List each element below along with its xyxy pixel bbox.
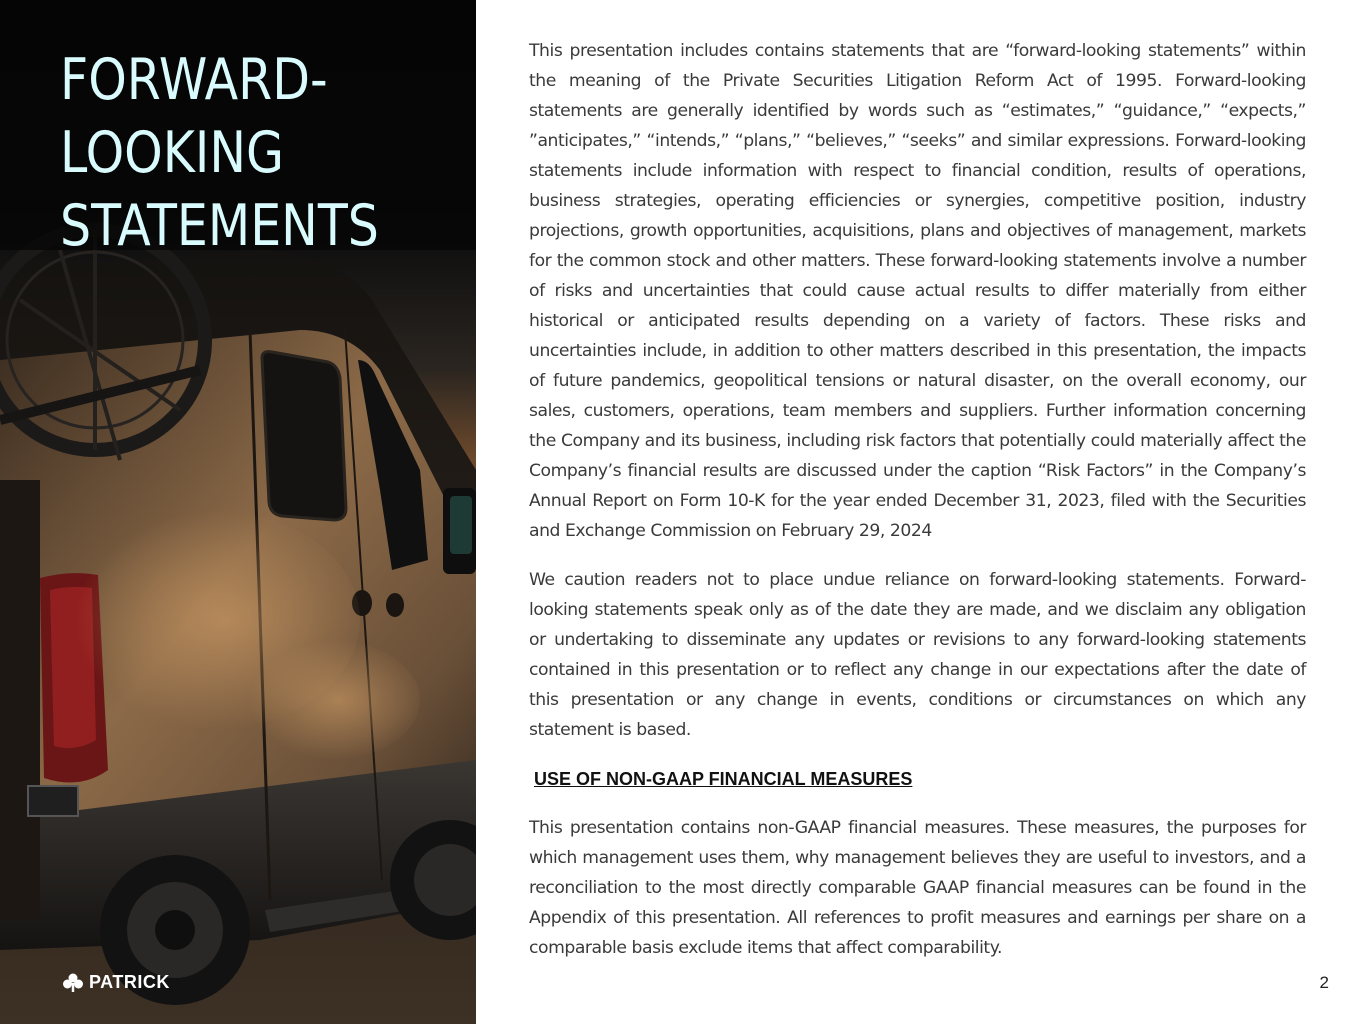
disclaimer-content bbox=[529, 36, 1306, 982]
non-gaap-heading: USE OF NON-GAAP FINANCIAL MEASURES bbox=[534, 769, 913, 789]
logo-text: PATRICK bbox=[89, 972, 170, 992]
title-line-3: STATEMENTS bbox=[60, 193, 379, 259]
caution-paragraph: We caution readers not to place undue reliance on forward-looking statements. Forward-looking statements speak only as of the date they are made, and we disclaim any obligation or undertaking to disseminate any updates or revisions to any forward-looking statements contained in this presentation or to reflect any change in our expectations after the date of this presentation or any change in events, conditions or circumstances on which any statement is based. bbox=[529, 570, 1306, 740]
forward-looking-paragraph: This presentation includes contains statements that are “forward-looking statements” within the meaning of the Private Securities Litigation Reform Act of 1995. Forward-looking statements are generally identified by words such as “estimates,” “guidance,” “expects,” ”anticipates,” “intends,” “plans,” “believes,” “seeks” and similar expressions. Forward-looking statements include information with respect to financial condition, results of operations, business strategies, operating efficiencies or synergies, competitive position, industry projections, growth opportunities, acquisitions, plans and objectives of management, markets for the common stock and other matters. These forward-looking statements involve a number of risks and uncertainties that could cause actual results to differ materially from either historical or anticipated results depending on a variety of factors. These risks and uncertainties include, in addition to other matters described in this presentation, the impacts of future pandemics, geopolitical tensions or natural disaster, on the overall economy, our sales, customers, operations, team members and suppliers. Further information concerning the Company and its business, including risk factors that potentially could materially affect the Company’s financial results are discussed under the caption “Risk Factors” in the Company’s Annual Report on Form 10-K for the year ended December 31, 2023, filed with the Securities and Exchange Commission on February 29, 2024 bbox=[529, 41, 1306, 541]
page-title bbox=[60, 44, 379, 263]
title-line-2: LOOKING bbox=[60, 120, 284, 186]
shamrock-logo-icon bbox=[62, 973, 84, 993]
non-gaap-paragraph: This presentation contains non-GAAP financial measures. These measures, the purposes for which management uses them, why management believes they are useful to investors, and a reconciliation to the most directly comparable GAAP financial measures can be found in the Appendix of this presentation. All references to profit measures and earnings per share on a comparable basis exclude items that affect comparability. bbox=[529, 818, 1306, 958]
company-logo bbox=[62, 972, 170, 993]
hero-image-panel bbox=[0, 0, 476, 1024]
page-number: 2 bbox=[1319, 973, 1329, 992]
title-line-1: FORWARD- bbox=[60, 47, 328, 113]
